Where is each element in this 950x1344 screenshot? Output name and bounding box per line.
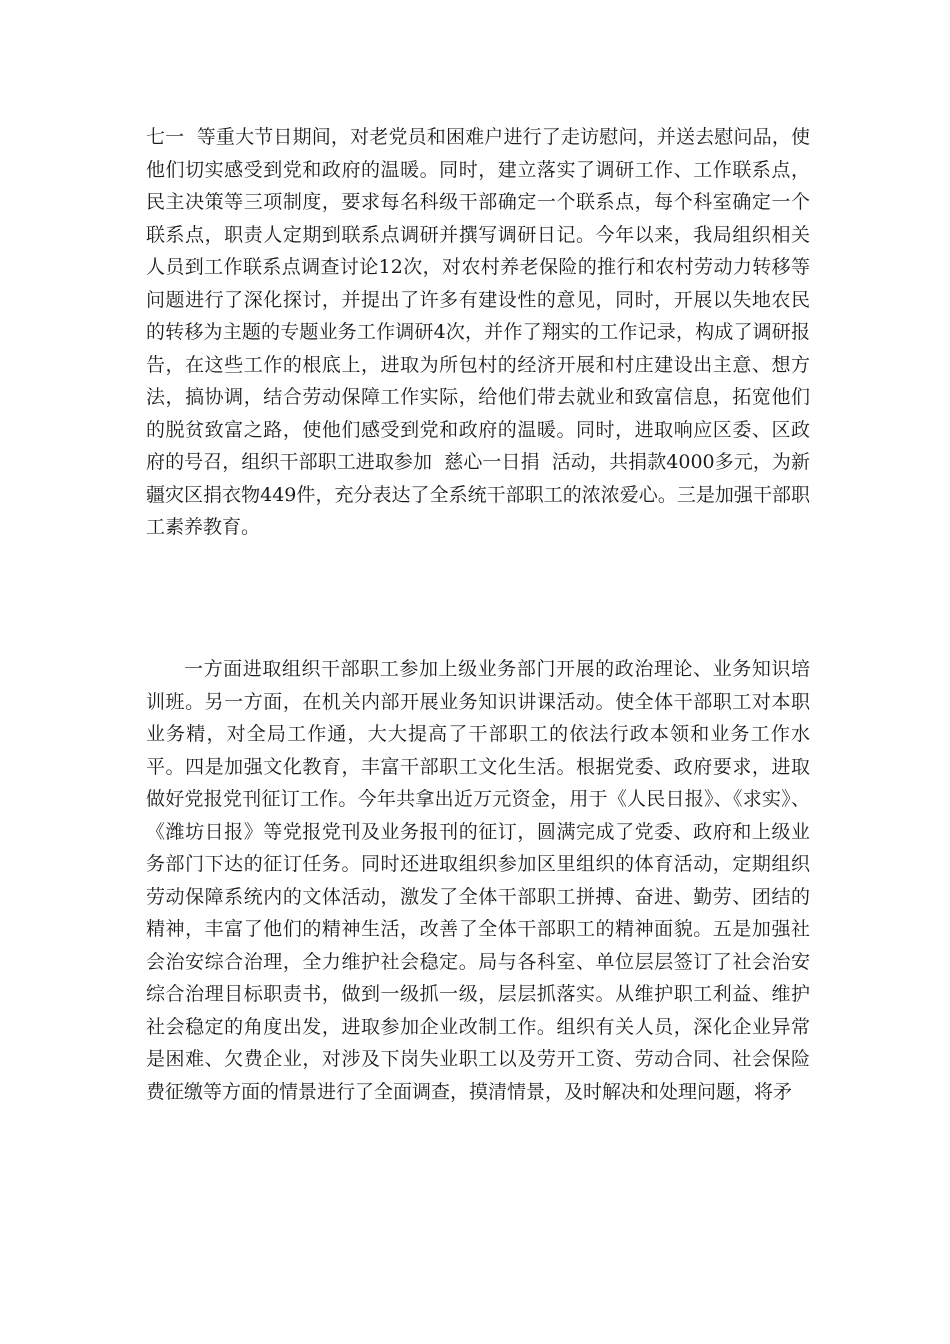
paragraph-1: 七一 等重大节日期间，对老党员和困难户进行了走访慰问，并送去慰问品，使他们切实感受到党和政府的温暖。同时，建立落实了调研工作、工作联系点，民主决策等三项制度，要求每名科级干部确定一个联系点，每个科室确定一个联系点，职责人定期到联系点调研并撰写调研日记。今年以来，我局组织相关人员到工作联系点调查讨论12次，对农村养老保险的推行和农村劳动力转移等问题进行了深化探讨，并提出了许多有建设性的意见，同时，开展以失地农民的转移为主题的专题业务工作调研4次，并作了翔实的工作记录，构成了调研报告，在这些工作的根底上，进取为所包村的经济开展和村庄建设出主意、想方法，搞协调，结合劳动保障工作实际，给他们带去就业和致富信息，拓宽他们的脱贫致富之路，使他们感受到党和政府的温暖。同时，进取响应区委、区政府的号召，组织干部职工进取参加 慈心一日捐 活动，共捐款4000多元，为新疆灾区捐衣物449件，充分表达了全系统干部职工的浓浓爱心。三是加强干部职工素养教育。 xyxy=(146,126,810,538)
paragraph-2: 一方面进取组织干部职工参加上级业务部门开展的政治理论、业务知识培训班。另一方面，在机关内部开展业务知识讲课活动。使全体干部职工对本职业务精，对全局工作通，大大提高了干部职工的依法行政本领和业务工作水平。四是加强文化教育，丰富干部职工文化生活。根据党委、政府要求，进取做好党报党刊征订工作。今年共拿出近万元资金，用于《人民日报》、《求实》、《潍坊日报》等党报党刊及业务报刊的征订，圆满完成了党委、政府和上级业务部门下达的征订任务。同时还进取组织参加区里组织的体育活动，定期组织劳动保障系统内的文体活动，激发了全体干部职工拼搏、奋进、勤劳、团结的精神，丰富了他们的精神生活，改善了全体干部职工的精神面貌。五是加强社会治安综合治理，全力维护社会稳定。局与各科室、单位层层签订了社会治安综合治理目标职责书，做到一级抓一级，层层抓落实。从维护职工利益、维护社会稳定的角度出发，进取参加企业改制工作。组织有关人员，深化企业异常是困难、欠费企业，对涉及下岗失业职工以及劳开工资、劳动合同、社会保险费征缴等方面的情景进行了全面调查，摸清情景，及时解决和处理问题，将矛 xyxy=(146,658,810,1103)
